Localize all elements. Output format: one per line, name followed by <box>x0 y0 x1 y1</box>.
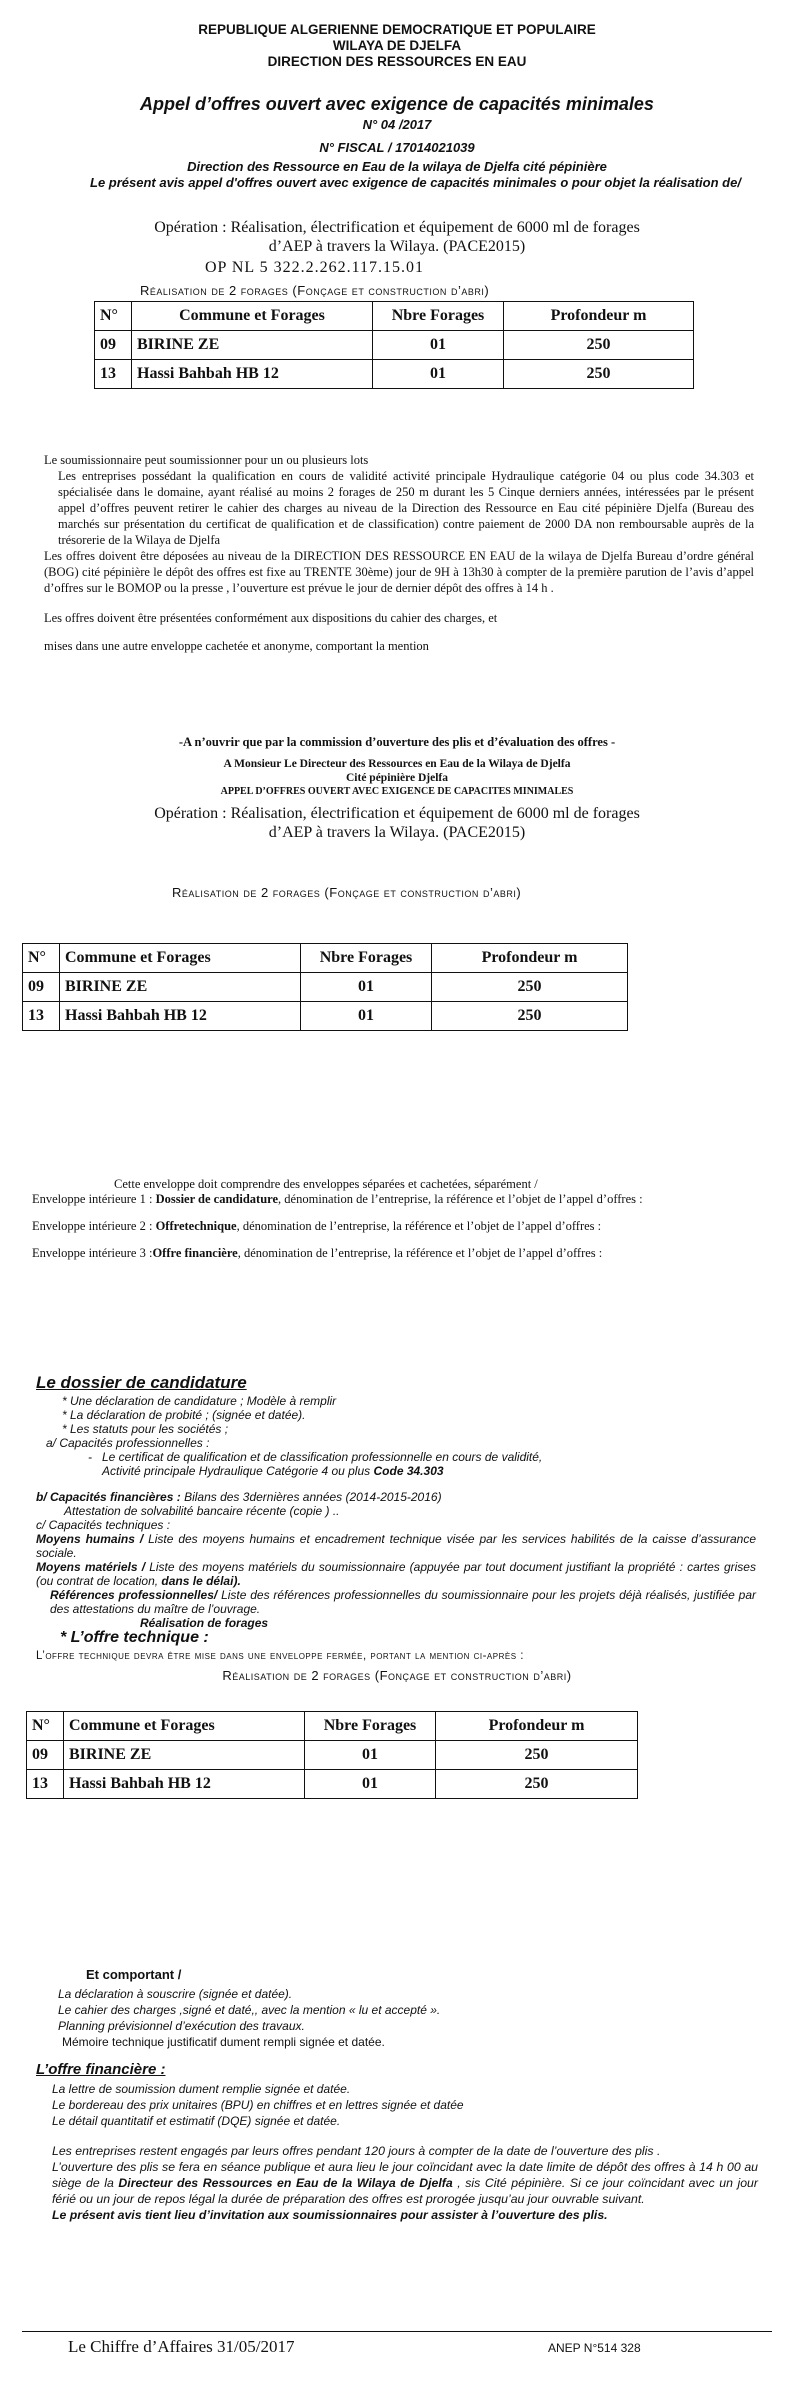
table-header-row <box>27 1712 638 1741</box>
enveloppe-3-title: Offre financière <box>152 1246 238 1260</box>
enveloppe-2-text: , dénomination de l’entreprise, la référence et l’objet de l’appel d’offres : <box>236 1219 602 1233</box>
enveloppe-3-label: Enveloppe intérieure 3 : <box>32 1246 153 1260</box>
document-header <box>60 22 734 70</box>
footer-anep: ANEP N°514 328 <box>548 2341 641 2355</box>
table-cell: 01 <box>301 1002 432 1031</box>
moyens-materiels-label: Moyens matériels / <box>36 1560 146 1574</box>
table-cell: 250 <box>504 360 694 389</box>
intro-line-2: Le présent avis appel d'offres ouvert avec exigence de capacités minimales o pour objet la réalisation de/ <box>90 175 741 190</box>
table-header-cell: Nbre Forages <box>301 944 432 973</box>
enveloppe-2-label: Enveloppe intérieure 2 : <box>32 1219 153 1233</box>
table-cell: Hassi Bahbah HB 12 <box>132 360 373 389</box>
table-header-cell: Commune et Forages <box>64 1712 305 1741</box>
table-cell: Hassi Bahbah HB 12 <box>60 1002 301 1031</box>
table-row <box>95 331 694 360</box>
enveloppe-1-text: , dénomination de l’entreprise, la référence et l’objet de l’appel d’offres : <box>278 1192 643 1206</box>
paragraph-qualification: Les entreprises possédant la qualification en cours de validité activité principale Hydraulique catégorie 04 ou plus code 34.303 et spécialisée dans le domaine, ayant réalisé au moins 2 forages de 250 m durant les 5 Cinque derniers années, intéressées par le présent appel d’offres peuvent retirer le cahier des charges au niveau de la Direction des Ressource en Eau cité pépinière Djelfa (Bureau des marchés sur présentation du certificat de qualification et de classification) contre paiement de 2000 DA non remboursable auprès de la trésorerie de la Wilaya de Djelfa <box>58 469 754 547</box>
operation-block-2 <box>60 804 734 842</box>
table-header-cell: Commune et Forages <box>132 302 373 331</box>
dossier-heading: Le dossier de candidature <box>36 1373 247 1392</box>
header-line-1: REPUBLIQUE ALGERIENNE DEMOCRATIQUE ET POPULAIRE <box>198 22 596 37</box>
enveloppe-3-text: , dénomination de l’entreprise, la référence et l’objet de l’appel d’offres : <box>237 1246 603 1260</box>
body-text <box>44 452 754 654</box>
table-cell: 01 <box>301 973 432 1002</box>
closing-engagement: Les entreprises restent engagés par leurs offres pendant 120 jours à compter de la date de l’ouverture des plis . <box>52 2144 661 2158</box>
table-cell: 13 <box>95 360 132 389</box>
dossier-item: * Les statuts pour les sociétés ; <box>62 1422 229 1436</box>
table-cell: BIRINE ZE <box>60 973 301 1002</box>
paragraph-depot: Les offres doivent être déposées au niveau de la DIRECTION DES RESSOURCE EN EAU de la wilaya de Djelfa Bureau d’ordre général (BOG) cité pépinière le dépôt des offres est fixe au TRENTE 30ème) jour de 9H à 13h30 à compter de la première parution de l’avis d’appel d’offres sur le BOMOP ou la presse , l’ouverture est prévue le jour de dernier dépôt des offres à 14 h . <box>44 549 754 595</box>
fiscal-number: N° FISCAL / 17014021039 <box>319 140 475 155</box>
enveloppe-1-title: Dossier de candidature <box>155 1192 279 1206</box>
paragraph-presentation-2: mises dans une autre enveloppe cachetée et anonyme, comportant la mention <box>44 639 429 653</box>
closing-ouverture-suite: , sis Cité pépinière. Si ce jour coïncidant avec un jour férié ou un jour de repos légal la durée de préparation des offres est prorogée jusqu’au jour ouvrable suivant. <box>52 2176 758 2206</box>
comportant-item: Le cahier des charges ,signé et daté,, avec la mention « lu et accepté ». <box>58 2003 441 2017</box>
offre-financiere-item: La lettre de soumission dument remplie signée et datée. <box>52 2082 351 2096</box>
realisation-forages: Réalisation de forages <box>140 1616 269 1630</box>
intro-line-1: Direction des Ressource en Eau de la wilaya de Djelfa cité pépinière <box>187 159 607 174</box>
table-cell: 250 <box>504 331 694 360</box>
references-label: Références professionnelles/ <box>50 1588 218 1602</box>
table-header-row <box>23 944 628 973</box>
moyens-materiels <box>36 1560 756 1588</box>
closing-ouverture-text: L’ouverture des plis se fera en séance publique et aura lieu le jour coïncidant avec la date limite de dépôt des offres à 14 h 00 au siège de la <box>52 2160 758 2190</box>
offre-financiere-item: Le détail quantitatif et estimatif (DQE) signée et datée. <box>52 2114 341 2128</box>
moyens-materiels-text: Liste des moyens matériels du soumissionnaire (appuyée par tout document justifiant la propriété : cartes grises (ou contrat de location, <box>36 1560 756 1588</box>
document-title: Appel d’offres ouvert avec exigence de capacités minimales <box>140 94 654 114</box>
dossier-list <box>36 1394 756 1630</box>
comportant-list <box>58 1986 758 2050</box>
table-cell: BIRINE ZE <box>64 1741 305 1770</box>
footer-source: Le Chiffre d’Affaires 31/05/2017 <box>68 2337 295 2356</box>
enveloppe-2 <box>32 1219 756 1234</box>
table-row <box>27 1741 638 1770</box>
table-header-cell: Profondeur m <box>436 1712 638 1741</box>
table-header-cell: Commune et Forages <box>60 944 301 973</box>
table-cell: 250 <box>432 1002 628 1031</box>
table-row <box>95 360 694 389</box>
closing-directeur: Directeur des Ressources en Eau de la Wilaya de Djelfa <box>118 2176 453 2190</box>
offre-financiere-list <box>52 2081 752 2129</box>
enveloppe-1 <box>32 1192 756 1207</box>
comportant-item: Mémoire technique justificatif dument rempli signée et datée. <box>62 2035 385 2049</box>
comportant-item: Planning prévisionnel d’exécution des travaux. <box>58 2019 305 2033</box>
comportant-item: La déclaration à souscrire (signée et datée). <box>58 1987 293 2001</box>
moyens-humains-label: Moyens humains / <box>36 1532 144 1546</box>
table-header-cell: N° <box>95 302 132 331</box>
operation-line-1: Opération : Réalisation, électrification et équipement de 6000 ml de forages <box>154 219 640 236</box>
dossier-item <box>36 1464 756 1478</box>
table-header-cell: N° <box>23 944 60 973</box>
operation-block <box>60 218 734 256</box>
table-cell: 250 <box>436 1741 638 1770</box>
table-row <box>23 973 628 1002</box>
table-cell: 01 <box>305 1770 436 1799</box>
closing-invitation: Le présent avis tient lieu d’invitation aux soumissionnaires pour assister à l’ouverture des plis. <box>52 2208 608 2222</box>
moyens-humains <box>36 1532 756 1560</box>
enveloppe-1-label: Enveloppe intérieure 1 : <box>32 1192 153 1206</box>
table-row <box>27 1770 638 1799</box>
comportant-heading: Et comportant / <box>86 1967 182 1982</box>
forages-table-1 <box>94 301 694 389</box>
envelope-to-line-2: Cité pépinière Djelfa <box>346 772 448 784</box>
envelope-to-line-3: APPEL D’OFFRES OUVERT AVEC EXIGENCE DE CAPACITES MINIMALES <box>220 786 574 797</box>
table-header-cell: Profondeur m <box>432 944 628 973</box>
dash-icon: - <box>88 1450 102 1464</box>
table-cell: 09 <box>95 331 132 360</box>
capacites-techniques: c/ Capacités techniques : <box>36 1518 171 1532</box>
operation-code: OP NL 5 322.2.262.117.15.01 <box>205 259 424 276</box>
table-cell: 09 <box>23 973 60 1002</box>
dossier-item: * Une déclaration de candidature ; Modèle à remplir <box>62 1394 337 1408</box>
paragraph-lots: Le soumissionnaire peut soumissionner pour un ou plusieurs lots <box>44 453 369 467</box>
envelope-address <box>60 757 734 799</box>
enveloppes-section <box>32 1177 756 1261</box>
enveloppes-intro: Cette enveloppe doit comprendre des enveloppes séparées et cachetées, séparément / <box>114 1177 538 1191</box>
forages-table-2 <box>22 943 628 1031</box>
certificat-text: Le certificat de qualification et de classification professionnelle en cours de validité, <box>102 1450 543 1464</box>
table-cell: 250 <box>432 973 628 1002</box>
table-cell: 01 <box>373 360 504 389</box>
realisation-heading-3: Réalisation de 2 forages (Fonçage et construction d’abri) <box>222 1668 572 1683</box>
footer-divider <box>22 2331 772 2332</box>
table-cell: Hassi Bahbah HB 12 <box>64 1770 305 1799</box>
capacites-professionnelles: a/ Capacités professionnelles : <box>46 1436 210 1450</box>
dossier-item: Attestation de solvabilité bancaire récente (copie ) .. <box>64 1504 340 1518</box>
references-professionnelles <box>36 1588 756 1616</box>
table-cell: 250 <box>436 1770 638 1799</box>
enveloppe-2-title: Offretechnique <box>155 1219 237 1233</box>
closing-ouverture <box>36 2159 758 2207</box>
dossier-item <box>36 1450 756 1464</box>
table-cell: 01 <box>373 331 504 360</box>
envelope-to-line-1: A Monsieur Le Directeur des Ressources en Eau de la Wilaya de Djelfa <box>223 758 571 770</box>
table-header-row <box>95 302 694 331</box>
table-header-cell: Nbre Forages <box>305 1712 436 1741</box>
table-header-cell: Profondeur m <box>504 302 694 331</box>
forages-table-3 <box>26 1711 638 1799</box>
offre-financiere-item: Le bordereau des prix unitaires (BPU) en chiffres et en lettres signée et datée <box>52 2098 464 2112</box>
table-row <box>23 1002 628 1031</box>
table-cell: 09 <box>27 1741 64 1770</box>
envelope-heading: -A n’ouvrir que par la commission d’ouverture des plis et d’évaluation des offres - <box>178 735 616 749</box>
realisation-heading-1: Réalisation de 2 forages (Fonçage et construction d’abri) <box>140 283 490 298</box>
table-cell: 01 <box>305 1741 436 1770</box>
activite-text: Activité principale Hydraulique Catégorie 4 ou plus <box>102 1464 371 1478</box>
operation-line-2: d’AEP à travers la Wilaya. (PACE2015) <box>268 824 526 841</box>
closing-section <box>36 2143 758 2223</box>
dossier-item: * La déclaration de probité ; (signée et datée). <box>62 1408 306 1422</box>
realisation-heading-2: Réalisation de 2 forages (Fonçage et construction d’abri) <box>172 885 522 900</box>
paragraph-presentation-1: Les offres doivent être présentées conformément aux dispositions du cahier des charges, et <box>44 611 498 625</box>
moyens-humains-text: Liste des moyens humains et encadrement technique visée par les services habilités de la caisse d’assurance sociale. <box>36 1532 756 1560</box>
operation-line-2: d’AEP à travers la Wilaya. (PACE2015) <box>268 238 526 255</box>
table-header-cell: N° <box>27 1712 64 1741</box>
header-line-2: WILAYA DE DJELFA <box>332 38 462 53</box>
capacites-financieres-label: b/ Capacités financières : <box>36 1490 181 1504</box>
header-line-3: DIRECTION DES RESSOURCES EN EAU <box>267 54 527 69</box>
references-text: Liste des références professionnelles du soumissionnaire pour les projets déjà réalisés, justifiée par des attestations du maître de l’ouvrage. <box>50 1588 756 1616</box>
operation-line-1: Opération : Réalisation, électrification et équipement de 6000 ml de forages <box>154 805 640 822</box>
offre-financiere-heading: L’offre financière : <box>36 2061 166 2078</box>
table-header-cell: Nbre Forages <box>373 302 504 331</box>
capacites-financieres-text: Bilans des 3dernières années (2014-2015-2016) <box>180 1490 442 1504</box>
table-cell: 13 <box>27 1770 64 1799</box>
enveloppe-3 <box>32 1246 756 1261</box>
capacites-financieres <box>36 1490 756 1504</box>
moyens-materiels-delai: dans le délai). <box>158 1574 241 1588</box>
table-cell: BIRINE ZE <box>132 331 373 360</box>
offre-technique-mention: L’offre technique devra être mise dans une enveloppe fermée, portant la mention ci-après : <box>36 1650 524 1662</box>
activite-code: Code 34.303 <box>373 1464 444 1478</box>
notice-number: N° 04 /2017 <box>362 117 432 132</box>
table-cell: 13 <box>23 1002 60 1031</box>
offre-technique-heading: * L’offre technique : <box>60 1629 209 1646</box>
